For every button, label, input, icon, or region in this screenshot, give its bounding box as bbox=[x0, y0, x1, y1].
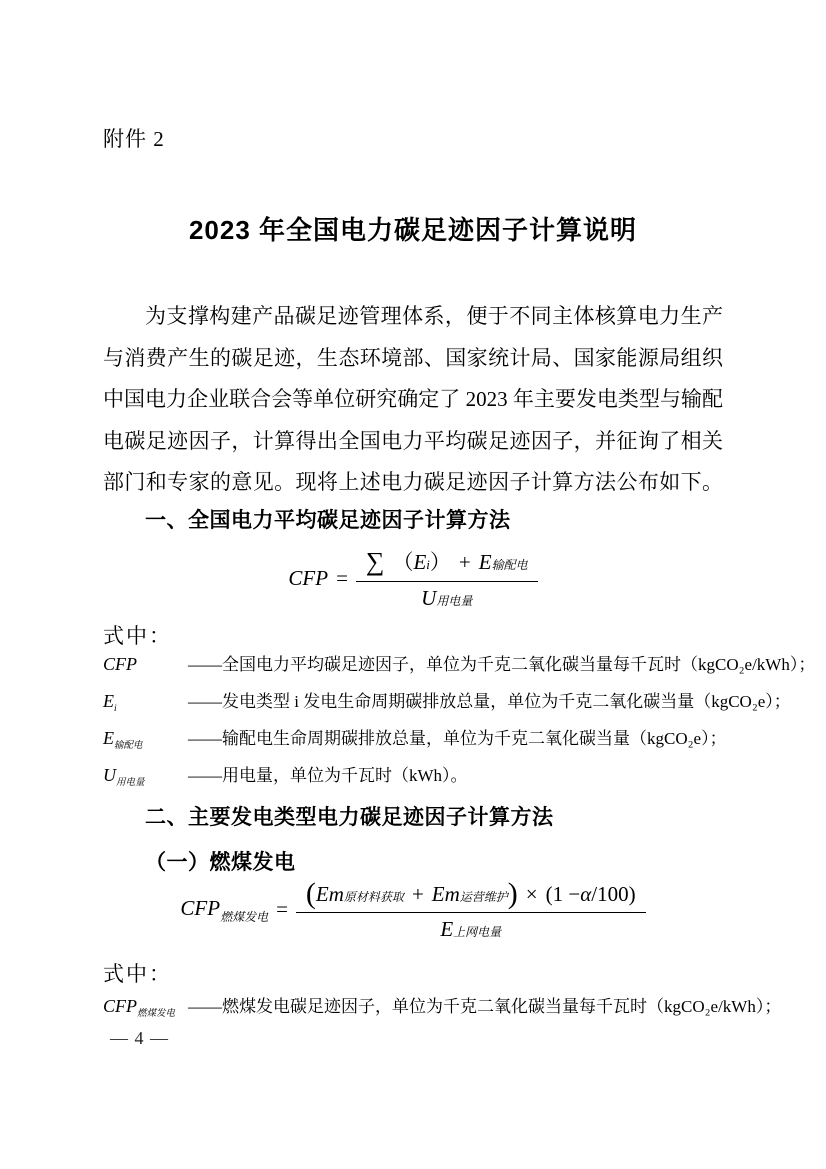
formula1-numerator bbox=[356, 546, 538, 582]
open-paren: （ bbox=[392, 550, 414, 574]
formula2-lhs-subscript: 燃煤发电 bbox=[220, 910, 269, 924]
section-2-1-subheading: （一）燃煤发电 bbox=[145, 850, 296, 874]
document-title: 2023 年全国电力碳足迹因子计算说明 bbox=[188, 215, 638, 245]
intro-line: 与消费产生的碳足迹，生态环境部、国家统计局、国家能源局组织 bbox=[103, 345, 723, 370]
term-U: U bbox=[421, 586, 437, 610]
formula1-denominator bbox=[421, 582, 472, 611]
definition-list-1 bbox=[103, 650, 816, 798]
definition-row-e-transmission bbox=[103, 724, 743, 761]
term-U-subscript: 用电量 bbox=[436, 594, 473, 608]
sigma-symbol: ∑ bbox=[365, 547, 385, 576]
definition-term: $E_i$ bbox=[103, 691, 117, 714]
formula2-lhs: $CFP_{燃煤发电}$ bbox=[180, 896, 269, 924]
factor-pre: (1 − bbox=[545, 882, 581, 906]
definition-desc: ——用电量，单位为千瓦时（kWh）。 bbox=[188, 766, 468, 785]
term-Ei: E bbox=[413, 550, 427, 574]
intro-paragraph bbox=[103, 296, 723, 504]
alpha-symbol: α bbox=[580, 882, 592, 906]
section-2-heading: 二、主要发电类型电力碳足迹因子计算方法 bbox=[145, 806, 554, 829]
definition-row-u bbox=[103, 761, 743, 798]
term-Em-raw-material-subscript: 原材料获取 bbox=[343, 890, 404, 904]
definition-list-2 bbox=[103, 992, 782, 1029]
definition-row-ei bbox=[103, 687, 791, 724]
plus-sign: + bbox=[458, 550, 471, 574]
plus-sign: + bbox=[411, 882, 424, 906]
formula-national-average-cfp bbox=[0, 546, 826, 611]
definition-row-cfp bbox=[103, 650, 816, 687]
where-label-1: 式中： bbox=[103, 624, 172, 648]
times-sign: × bbox=[525, 882, 538, 906]
formula1-fraction bbox=[356, 546, 538, 611]
term-E-transmission: E bbox=[478, 550, 492, 574]
equals-sign: = bbox=[336, 566, 348, 590]
definition-desc: ——燃煤发电碳足迹因子，单位为千克二氧化碳当量每千瓦时（kgCO₂e/kWh）； bbox=[188, 997, 782, 1016]
close-paren: ） bbox=[429, 550, 451, 574]
definition-term: $CFP_{燃煤发电}$ bbox=[103, 996, 176, 1019]
definition-term: $E_{输配电}$ bbox=[103, 728, 143, 751]
term-E-grid-subscript: 上网电量 bbox=[453, 925, 502, 939]
formula-coal-power-cfp bbox=[0, 877, 826, 942]
definition-term: CFP bbox=[103, 654, 137, 674]
intro-line: 部门和专家的意见。现将上述电力碳足迹因子计算方法公布如下。 bbox=[103, 470, 723, 494]
term-Em-operation-subscript: 运营维护 bbox=[459, 890, 508, 904]
equals-sign: = bbox=[276, 897, 288, 921]
definition-row-cfp-coal bbox=[103, 992, 782, 1029]
formula2-fraction bbox=[296, 877, 646, 942]
definition-desc: ——全国电力平均碳足迹因子，单位为千克二氧化碳当量每千瓦时（kgCO₂e/kWh）； bbox=[188, 655, 816, 674]
term-Em-operation: Em bbox=[431, 882, 460, 906]
page-number: — 4 — bbox=[110, 1028, 169, 1048]
definition-term: $U_{用电量}$ bbox=[103, 765, 145, 788]
close-paren-large: ) bbox=[507, 877, 518, 910]
intro-line: 中国电力企业联合会等单位研究确定了 2023 年主要发电类型与输配 bbox=[103, 387, 723, 411]
formula2-denominator bbox=[440, 913, 501, 942]
factor-post: /100) bbox=[591, 882, 636, 906]
term-Ei-subscript: i bbox=[426, 557, 430, 572]
where-label-2: 式中： bbox=[103, 962, 172, 986]
formula2-numerator bbox=[296, 877, 646, 913]
attachment-label: 附件 2 bbox=[103, 127, 165, 151]
open-paren-large: ( bbox=[305, 877, 316, 910]
definition-desc: ——输配电生命周期碳排放总量，单位为千克二氧化碳当量（kgCO₂e）； bbox=[188, 729, 727, 748]
term-Em-raw-material: Em bbox=[315, 882, 344, 906]
formula1-lhs: CFP bbox=[288, 566, 329, 590]
intro-line: 为支撑构建产品碳足迹管理体系，便于不同主体核算电力生产 bbox=[145, 304, 723, 328]
term-E-grid: E bbox=[440, 917, 454, 941]
definition-desc: ——发电类型 i 发电生命周期碳排放总量，单位为千克二氧化碳当量（kgCO₂e）； bbox=[188, 692, 791, 711]
intro-line: 电碳足迹因子，计算得出全国电力平均碳足迹因子，并征询了相关 bbox=[103, 428, 723, 453]
term-E-transmission-subscript: 输配电 bbox=[491, 558, 528, 572]
section-1-heading: 一、全国电力平均碳足迹因子计算方法 bbox=[145, 509, 511, 532]
